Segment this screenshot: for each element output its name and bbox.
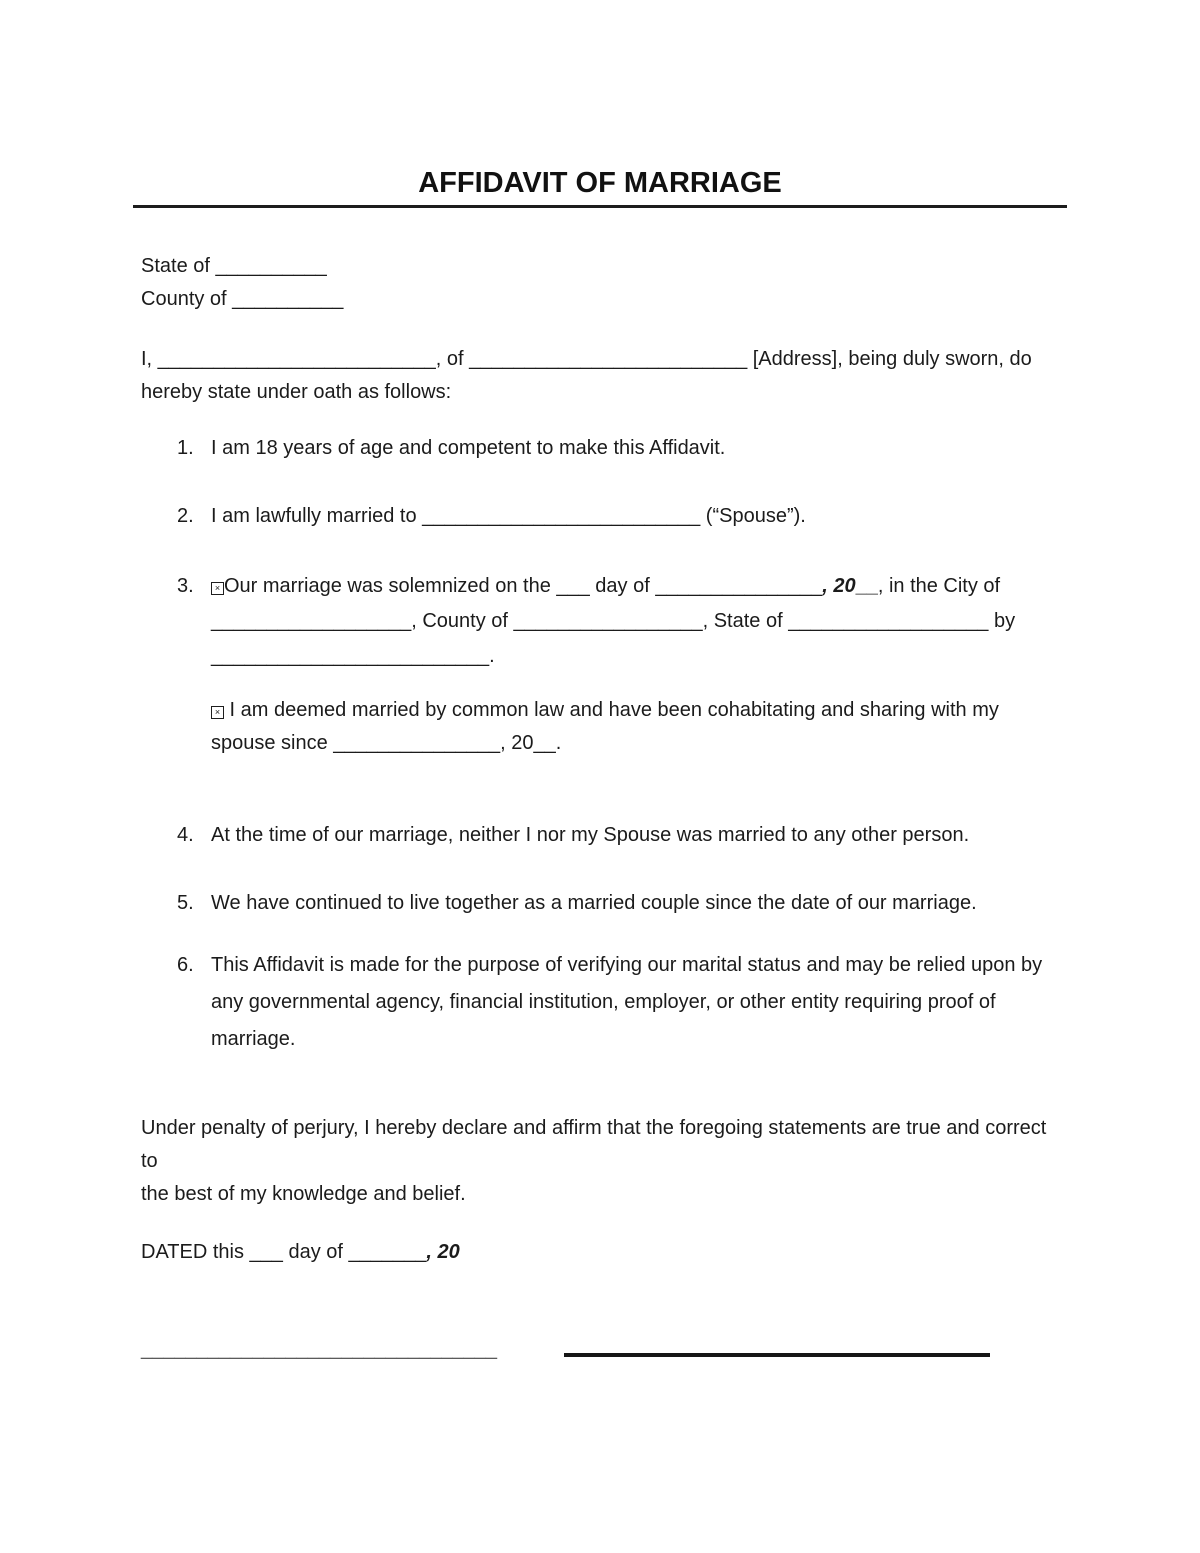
- intro-line-1: [141, 343, 1059, 376]
- item-6-text-line-2: any governmental agency, financial institution, employer, or other entity requiring proof of: [211, 991, 996, 1013]
- spouse-name-blank-field[interactable]: _________________________: [422, 505, 701, 527]
- item-2-pre-text: I am lawfully married to: [211, 505, 423, 527]
- venue-state-line: [141, 250, 1059, 283]
- list-item-5: [141, 887, 1059, 920]
- closing-line-1: Under penalty of perjury, I hereby declare and affirm that the foregoing statements are true and correct to: [141, 1117, 1047, 1172]
- dated-line: [141, 1236, 1059, 1269]
- item-3-number: 3.: [177, 575, 194, 597]
- item-2-post-text: (“Spouse”).: [700, 505, 806, 527]
- county-blank-field[interactable]: __________: [232, 288, 344, 310]
- notary-signature-line[interactable]: [564, 1353, 990, 1357]
- item-3-county-label: , County of: [411, 610, 514, 632]
- item-6-text-line-1: This Affidavit is made for the purpose of verifying our marital status and may be relied upon by: [211, 954, 1043, 976]
- page-title: AFFIDAVIT OF MARRIAGE: [418, 167, 782, 199]
- item-3-text-a: Our marriage was solemnized on the: [224, 575, 557, 597]
- marriage-county-blank-field[interactable]: _________________: [513, 610, 703, 632]
- common-law-line-1: [211, 694, 1059, 727]
- item-5-number: 5.: [177, 892, 194, 914]
- intro-of-label: , of: [435, 348, 470, 370]
- item-3-text-c: , in the City of: [877, 575, 1001, 597]
- marriage-city-blank-field[interactable]: __________________: [211, 610, 412, 632]
- common-law-text-1: I am deemed married by common law and have been cohabitating and sharing with my: [224, 699, 999, 721]
- closing-paragraph: [141, 1112, 1059, 1211]
- closing-line-2: the best of my knowledge and belief.: [141, 1183, 466, 1205]
- venue-county-line: [141, 283, 1059, 316]
- marriage-day-blank-field[interactable]: ___: [556, 575, 590, 597]
- dated-day-of-label: day of: [282, 1241, 349, 1263]
- intro-paragraph: [141, 343, 1059, 409]
- document-body: [141, 250, 1059, 1269]
- item-1-text: I am 18 years of age and competent to make this Affidavit.: [211, 437, 726, 459]
- affiant-name-blank-field[interactable]: _________________________: [157, 348, 436, 370]
- county-label: County of: [141, 288, 233, 310]
- intro-oath-text: hereby state under oath as follows:: [141, 381, 452, 403]
- common-law-year-text: , 20__.: [500, 732, 562, 754]
- item-6-text-line-3: marriage.: [211, 1028, 296, 1050]
- marriage-month-blank-field[interactable]: _______________: [655, 575, 823, 597]
- list-item-6: [141, 947, 1059, 1058]
- item-4-number: 4.: [177, 824, 194, 846]
- item-1-number: 1.: [177, 437, 194, 459]
- item-3-text-b: day of: [589, 575, 656, 597]
- dated-day-blank-field[interactable]: ___: [249, 1241, 283, 1263]
- marriage-state-blank-field[interactable]: __________________: [788, 610, 989, 632]
- dated-year-prefix: , 20: [426, 1241, 460, 1263]
- list-item-2: [141, 500, 1059, 533]
- list-item-1: [141, 432, 1059, 465]
- affiant-signature-line-field[interactable]: ________________________________: [141, 1338, 497, 1360]
- venue-block: [141, 250, 1059, 316]
- state-blank-field[interactable]: __________: [215, 255, 327, 277]
- common-law-checked-checkbox-icon[interactable]: ×: [211, 706, 224, 719]
- dated-month-blank-field[interactable]: _______: [348, 1241, 427, 1263]
- item-3-state-label: , State of: [702, 610, 789, 632]
- title-underline: [133, 166, 1067, 208]
- title-section: [133, 0, 1067, 208]
- intro-sworn-text: [Address], being duly sworn, do: [747, 348, 1032, 370]
- common-law-since-label: spouse since: [211, 732, 334, 754]
- list-item-4: [141, 819, 1059, 852]
- solemnized-checked-checkbox-icon[interactable]: ×: [211, 582, 224, 595]
- item-6-number: 6.: [177, 954, 194, 976]
- item-3-period: .: [489, 645, 495, 667]
- common-law-paragraph: [211, 694, 1059, 760]
- intro-i-label: I,: [141, 348, 158, 370]
- intro-line-2: [141, 376, 1059, 409]
- cohabitation-date-blank-field[interactable]: _______________: [333, 732, 501, 754]
- item-5-text: We have continued to live together as a married couple since the date of our marriage.: [211, 892, 977, 914]
- common-law-line-2: [211, 727, 1059, 760]
- item-2-number: 2.: [177, 505, 194, 527]
- item-3-by-label: by: [988, 610, 1016, 632]
- item-4-text: At the time of our marriage, neither I nor my Spouse was married to any other person.: [211, 824, 970, 846]
- list-item-3: [141, 569, 1059, 674]
- dated-label: DATED this: [141, 1241, 250, 1263]
- marriage-year-prefix: , 20: [822, 575, 856, 597]
- item-3-line-3: [211, 639, 1059, 674]
- officiant-blank-field[interactable]: _________________________: [211, 645, 490, 667]
- state-label: State of: [141, 255, 216, 277]
- marriage-year-blank-field[interactable]: __: [855, 575, 878, 597]
- affiant-address-blank-field[interactable]: _________________________: [469, 348, 748, 370]
- item-3-line-2: [211, 604, 1059, 639]
